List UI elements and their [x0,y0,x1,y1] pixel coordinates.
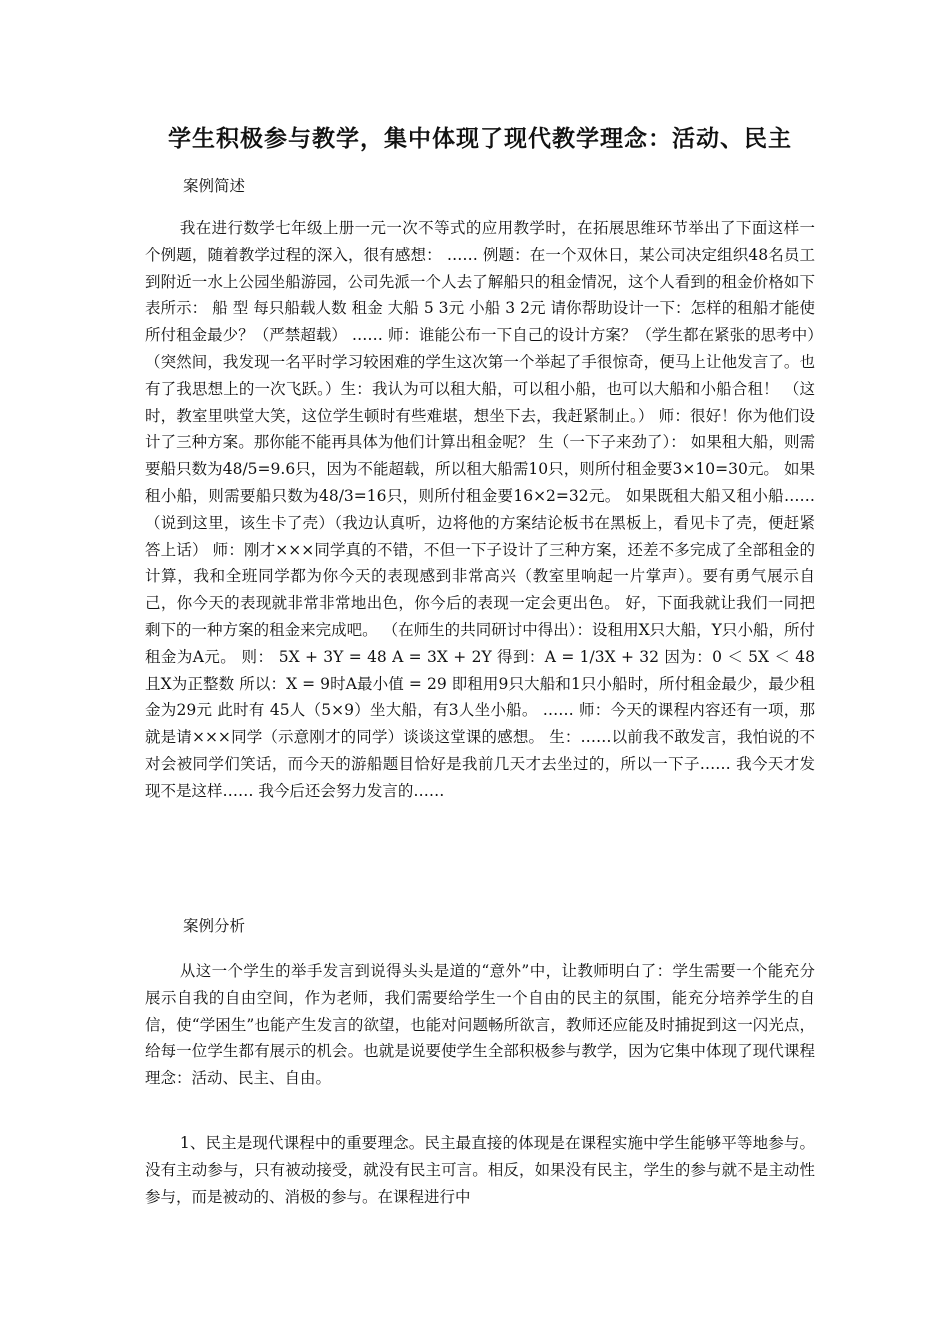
document-title: 学生积极参与教学，集中体现了现代教学理念：活动、民主 [168,126,792,152]
democracy-point-paragraph: 1、民主是现代课程中的重要理念。民主最直接的体现是在课程实施中学生能够平等地参与。没有主动参与，只有被动接受，就没有民主可言。相反，如果没有民主，学生的参与就不是主动性参与，而是被动的、消极的参与。在课程进行中 [145,1134,815,1206]
case-summary-paragraph: 我在进行数学七年级上册一元一次不等式的应用教学时，在拓展思维环节举出了下面这样一个例题，随着教学过程的深入，很有感想： …… 例题：在一个双休日，某公司决定组织48名员工到附近一水上公园坐船游园，公司先派一个人去了解船只的租金情况，这个人看到的租金价格如下表所示： 船 型 每只船载人数 租金 大船 5 3元 小船 3 2元 请你帮助设计一下：怎样的租船才能使所付租金最少？（严禁超载） …… 师：谁能公布一下自己的设计方案？（学生都在紧张的思考中）（突然间，我发现一名平时学习较困难的学生这次第一个举起了手很惊奇，便马上让他发言了。也有了我思想上的一次飞跃。）生：我认为可以租大船，可以租小船，也可以大船和小船合租！ （这时，教室里哄堂大笑，这位学生顿时有些难堪，想坐下去，我赶紧制止。） 师：很好！你为他们设计了三种方案。那你能不能再具体为他们计算出租金呢？ 生（一下子来劲了）： 如果租大船，则需要船只数为48/5=9.6只，因为不能超载，所以租大船需10只，则所付租金要3×10=30元。 如果租小船，则需要船只数为48/3=16只，则所付租金要16×2=32元。 如果既租大船又租小船……（说到这里，该生卡了壳）（我边认真听，边将他的方案结论板书在黑板上，看见卡了壳，便赶紧答上话） 师：刚才×××同学真的不错，不但一下子设计了三种方案，还差不多完成了全部租金的计算，我和全班同学都为你今天的表现感到非常高兴（教室里响起一片掌声）。要有勇气展示自己，你今天的表现就非常非常地出色，你今后的表现一定会更出色。 好，下面我就让我们一同把剩下的一种方案的租金来完成吧。 （在师生的共同研讨中得出）：设租用X只大船，Y只小船，所付租金为A元。 则： 5X + 3Y = 48 A = 3X + 2Y 得到：A = 1/3X + 32 因为：0 ＜ 5X ＜ 48 且X为正整数 所以：X = 9时A最小值 = 29 即租用9只大船和1只小船时，所付租金最少，最少租金为29元 此时有 45人（5×9）坐大船，有3人坐小船。 …… 师：今天的课程内容还有一项，那就是请×××同学（示意刚才的同学）谈谈这堂课的感想。 生：……以前我不敢发言，我怕说的不对会被同学们笑话，而今天的游船题目恰好是我前几天才去坐过的，所以一下子…… 我今天才发现不是这样…… 我今后还会努力发言的…… [145,219,815,800]
section-heading-case-analysis: 案例分析 [183,917,246,935]
section-heading-case-summary: 案例简述 [183,177,246,195]
case-analysis-paragraph: 从这一个学生的举手发言到说得头头是道的“意外”中，让教师明白了：学生需要一个能充分展示自我的自由空间，作为老师，我们需要给学生一个自由的民主的氛围，能充分培养学生的自信，使“学困生”也能产生发言的欲望，也能对问题畅所欲言，教师还应能及时捕捉到这一闪光点，给每一位学生都有展示的机会。也就是说要使学生全部积极参与教学，因为它集中体现了现代课程理念：活动、民主、自由。 [145,962,815,1088]
